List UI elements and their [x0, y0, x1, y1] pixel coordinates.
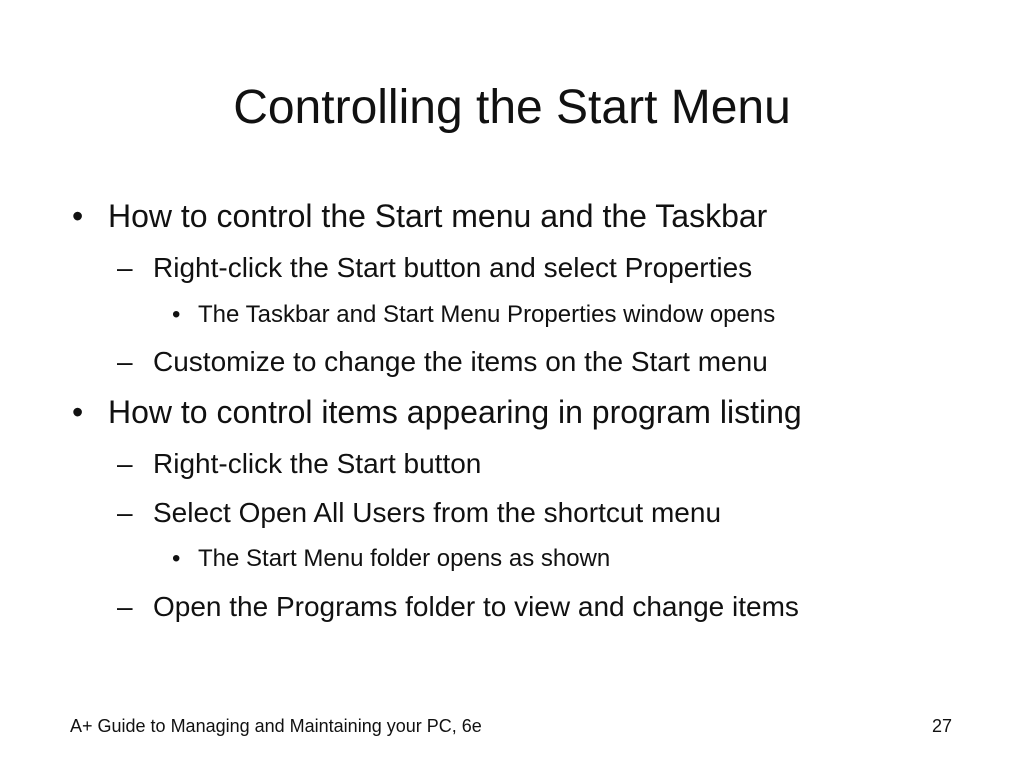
- dash-marker: –: [117, 497, 133, 528]
- bullet-text: How to control items appearing in program listing: [108, 394, 802, 430]
- page-number: 27: [931, 716, 952, 736]
- bullet-text: How to control the Start menu and the Taskbar: [108, 198, 768, 234]
- dash-marker: –: [117, 346, 133, 377]
- dash-marker: –: [117, 591, 133, 622]
- sub-bullet-text: Right-click the Start button: [153, 448, 482, 479]
- bullet-marker: •: [72, 198, 84, 234]
- footer-book-title: A+ Guide to Managing and Maintaining your PC, 6e: [70, 716, 482, 736]
- sub-bullet-item: [117, 446, 482, 482]
- slide-title: Controlling the Start Menu: [233, 81, 791, 134]
- sub-bullet-text: Select Open All Users from the shortcut menu: [153, 497, 722, 528]
- sub-bullet-text: Right-click the Start button and select Properties: [153, 252, 753, 283]
- sub-bullet-item: [117, 344, 768, 380]
- sub-sub-bullet-item: [172, 300, 776, 330]
- sub-bullet-text: Customize to change the items on the Start menu: [153, 346, 768, 377]
- bullet-item: [72, 196, 768, 236]
- bullet-marker: •: [172, 545, 181, 572]
- sub-bullet-item: [117, 589, 799, 625]
- sub-sub-bullet-item: [172, 544, 611, 574]
- bullet-marker: •: [172, 301, 181, 328]
- sub-sub-bullet-text: The Start Menu folder opens as shown: [198, 545, 611, 572]
- sub-bullet-text: Open the Programs folder to view and change items: [153, 591, 799, 622]
- dash-marker: –: [117, 252, 133, 283]
- bullet-item: [72, 392, 802, 432]
- sub-sub-bullet-text: The Taskbar and Start Menu Properties window opens: [198, 301, 776, 328]
- dash-marker: –: [117, 448, 133, 479]
- sub-bullet-item: [117, 495, 722, 531]
- bullet-marker: •: [72, 394, 84, 430]
- sub-bullet-item: [117, 250, 753, 286]
